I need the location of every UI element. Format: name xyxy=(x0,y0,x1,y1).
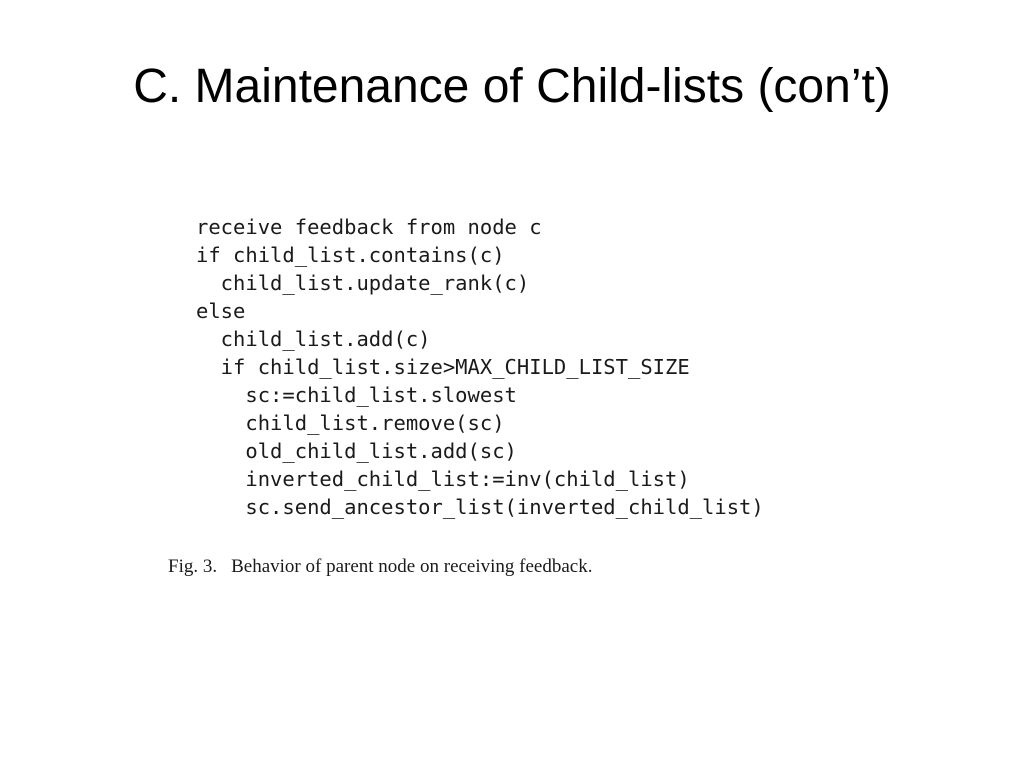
code-line: child_list.remove(sc) xyxy=(196,411,505,435)
code-line: if child_list.contains(c) xyxy=(196,243,505,267)
code-line: else xyxy=(196,299,246,323)
code-line: receive feedback from node c xyxy=(196,215,542,239)
code-line: sc:=child_list.slowest xyxy=(196,383,517,407)
figure-number: Fig. 3. xyxy=(168,556,218,577)
caption-text: Behavior of parent node on receiving feedback. xyxy=(231,556,593,577)
figure-caption xyxy=(168,556,592,578)
code-line: inverted_child_list:=inv(child_list) xyxy=(196,467,690,491)
code-line: if child_list.size>MAX_CHILD_LIST_SIZE xyxy=(196,355,690,379)
code-line: old_child_list.add(sc) xyxy=(196,439,517,463)
code-line: child_list.update_rank(c) xyxy=(196,271,530,295)
figure xyxy=(168,208,848,588)
slide-title: C. Maintenance of Child-lists (con’t) xyxy=(133,60,891,113)
code-line: sc.send_ancestor_list(inverted_child_list) xyxy=(196,495,764,519)
pseudocode-block xyxy=(196,213,764,521)
code-line: child_list.add(c) xyxy=(196,327,431,351)
